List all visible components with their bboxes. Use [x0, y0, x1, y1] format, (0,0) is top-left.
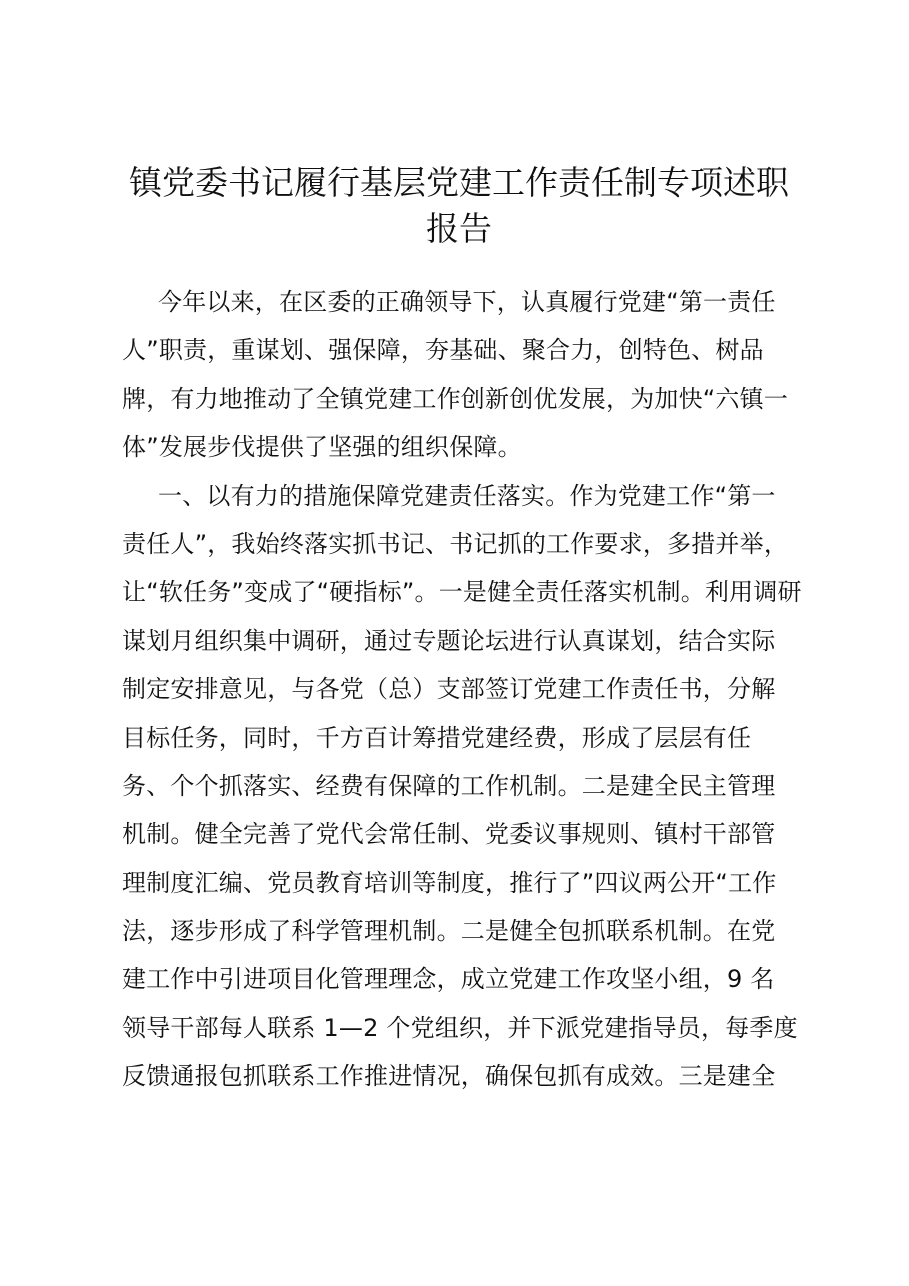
body-line: 人”职责，重谋划、强保障，夯基础、聚合力，创特色、树品 — [122, 336, 764, 365]
document-title — [120, 160, 798, 252]
body-line: 法，逐步形成了科学管理机制。二是健全包抓联系机制。在党 — [122, 917, 776, 946]
body-line: 让“软任务”变成了“硬指标”。一是健全责任落实机制。利用调研 — [122, 578, 802, 607]
body-line: 目标任务，同时，千方百计筹措党建经费，形成了层层有任 — [122, 723, 752, 752]
body-line: 今年以来，在区委的正确领导下，认真履行党建“第一责任 — [158, 288, 776, 316]
body-line: 谋划月组织集中调研，通过专题论坛进行认真谋划，结合实际 — [122, 626, 776, 655]
body-line: 领导干部每人联系 1—2 个党组织，并下派党建指导员，每季度 — [122, 1013, 798, 1042]
body-line: 理制度汇编、党员教育培训等制度，推行了”四议两公开“工作 — [122, 868, 777, 897]
body-line: 务、个个抓落实、经费有保障的工作机制。二是建全民主管理 — [122, 771, 776, 800]
document-body — [122, 278, 802, 1101]
body-line: 反馈通报包抓联系工作推进情况，确保包抓有成效。三是建全 — [122, 1062, 776, 1091]
body-line: 机制。健全完善了党代会常任制、党委议事规则、镇村干部管 — [122, 820, 776, 849]
body-line: 牌，有力地推动了全镇党建工作创新创优发展，为加快“六镇一 — [122, 384, 789, 413]
body-line: 一、以有力的措施保障党建责任落实。作为党建工作“第一 — [158, 481, 776, 510]
body-line: 责任人”，我始终落实抓书记、书记抓的工作要求，多措并举， — [122, 529, 789, 558]
body-line: 建工作中引进项目化管理理念，成立党建工作攻坚小组，9 名 — [122, 965, 775, 994]
title-line-2: 报告 — [426, 209, 492, 248]
title-line-1: 镇党委书记履行基层党建工作责任制专项述职 — [129, 163, 789, 202]
body-line: 体”发展步伐提供了坚强的组织保障。 — [122, 433, 522, 462]
body-line: 制定安排意见，与各党（总）支部签订党建工作责任书，分解 — [122, 675, 776, 704]
